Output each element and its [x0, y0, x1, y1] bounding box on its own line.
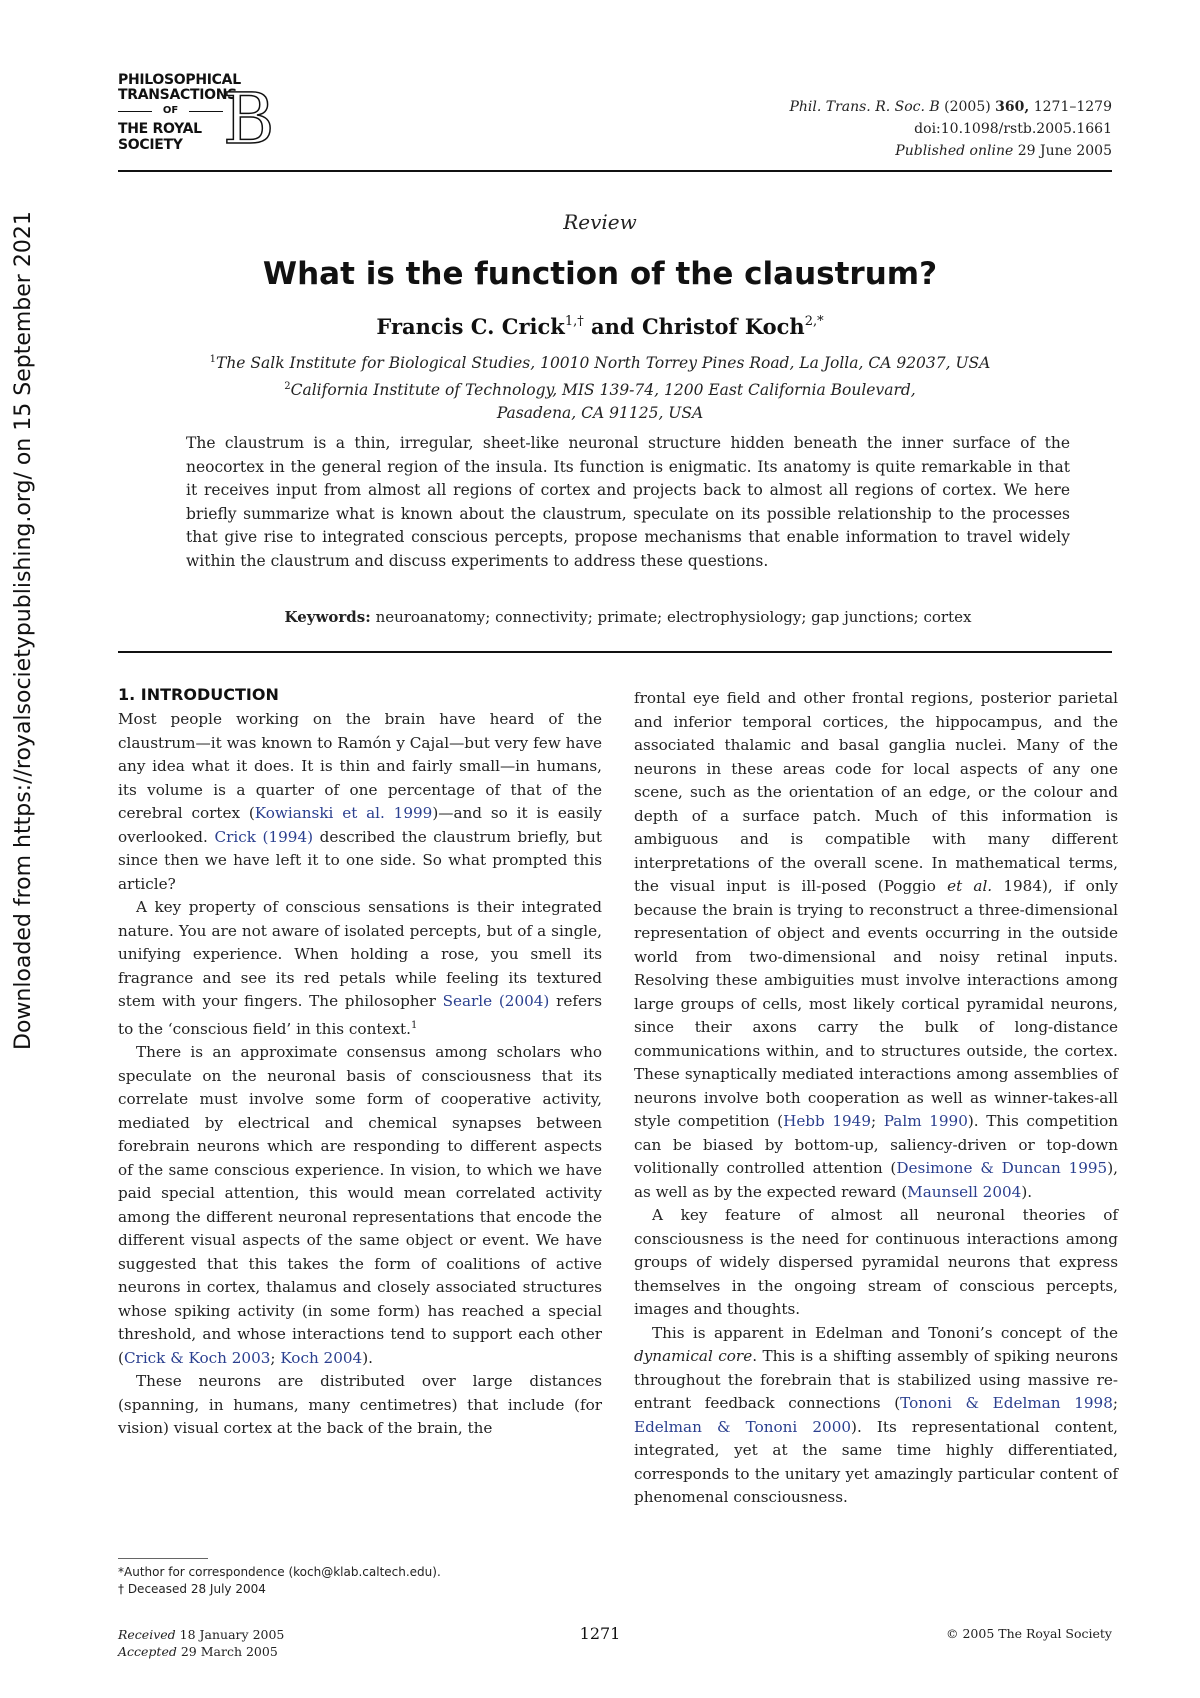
r3-text-c: ). Its representational content, integrated, yet at the same time highly differentiated, corresponds to the unitary yet amazingly particular content of phenomenal consciousness. — [634, 1417, 1118, 1506]
author-1-affiliation: 1,† — [564, 314, 584, 329]
paragraph-1 — [118, 708, 602, 896]
p3-text-b: ). — [362, 1348, 373, 1367]
received-label: Received — [118, 1627, 176, 1642]
logo-line-2: TRANSACTIONS — [118, 87, 237, 103]
r1-etal: et al. — [947, 877, 993, 895]
r3-emphasis: dynamical core — [634, 1347, 753, 1365]
author-1: Francis C. Crick — [376, 314, 565, 339]
journal-logo — [118, 72, 278, 172]
footnotes — [118, 1564, 602, 1598]
r1-text-b: 1984), if only because the brain is trying to reconstruct a three-dimensional representation of object and events occurring in the outside world from two-dimensional and noisy retinal inputs. Resolving these ambiguities must involve interactions among large groups of cells, most likely cortical pyramidal neurons, since their axons carry the bulk of long-distance communications within, and to structures outside, the cortex. These synaptically mediated interactions among assemblies of neurons involve both cooperation as well as winner-takes-all style competition ( — [634, 877, 1118, 1130]
ref-kowianski[interactable]: Kowianski et al. 1999 — [254, 804, 433, 822]
p1-text-c: described the claustrum briefly, but since then we have left it to one side. So what prompted this article? — [118, 827, 602, 893]
citation-line — [789, 96, 1112, 118]
r3-text-a: This is apparent in Edelman and Tononi’s concept of the — [652, 1323, 1118, 1342]
ref-tononi-edelman-1998[interactable]: Tononi & Edelman 1998 — [900, 1394, 1113, 1412]
paragraph-4: These neurons are distributed over large distances (spanning, in humans, many centimetres) that include (for vision) visual cortex at the back of the brain, the — [118, 1372, 602, 1437]
keywords-list: neuroanatomy; connectivity; primate; electrophysiology; gap junctions; cortex — [375, 608, 972, 626]
ref-palm-1990[interactable]: Palm 1990 — [883, 1112, 968, 1130]
keywords-label: Keywords: — [284, 608, 371, 626]
logo-line-1: PHILOSOPHICAL — [118, 72, 241, 88]
affiliation-2-number: 2 — [284, 381, 291, 392]
accepted-date: 29 March 2005 — [180, 1644, 278, 1659]
author-list — [0, 308, 1200, 341]
accepted-label: Accepted — [118, 1644, 177, 1659]
citation-block — [789, 96, 1112, 162]
r1-text-c: ). This competition can be biased by bottom-up, saliency-driven or top-down volitionally controlled attention ( — [634, 1112, 1118, 1177]
footnote-deceased: † Deceased 28 July 2004 — [118, 1582, 266, 1596]
keywords — [186, 608, 1070, 626]
affiliation-2 — [0, 375, 1200, 402]
ref-edelman-tononi-2000[interactable]: Edelman & Tononi 2000 — [634, 1417, 852, 1436]
abstract: The claustrum is a thin, irregular, sheet-like neuronal structure hidden beneath the inner surface of the neocortex in the general region of the insula. Its function is enigmatic. Its anatomy is quite remarkable in that it receives input from almost all regions of cortex and projects back to almost all regions of cortex. We here briefly summarize what is known about the claustrum, speculate on its possible relationship to the processes that give rise to integrated conscious percepts, propose mechanisms that enable information to travel widely within the claustrum and discuss experiments to address these questions. — [186, 434, 1070, 570]
download-notice: Downloaded from https://royalsocietypublishing.org/ on 15 September 2021 — [11, 211, 36, 1050]
r1-text-e: ). — [1021, 1182, 1033, 1201]
r3-sep: ; — [1112, 1394, 1118, 1412]
affiliation-2-line-1: California Institute of Technology, MIS 139-74, 1200 East California Boulevard, — [290, 381, 916, 399]
p1-text-a: Most people working on the brain have heard of the claustrum—it was known to Ramón y Cajal—but very few have any idea what it does. It is thin and fairly small—in humans, its volume is a quarter of one percentage of that of the cerebral cortex ( — [118, 710, 602, 822]
paragraph-6: A key feature of almost all neuronal theories of consciousness is the need for continuous interactions among groups of widely dispersed pyramidal neurons that express themselves in the ongoing stream of conscious percepts, images and thoughts. — [634, 1206, 1118, 1318]
affiliation-2-cont: Pasadena, CA 91125, USA — [496, 404, 704, 422]
ref-searle-2004[interactable]: Searle (2004) — [442, 992, 550, 1010]
p2-text-a: A key property of conscious sensations is their integrated nature. You are not aware of isolated percepts, but of a single, unifying experience. When holding a rose, you smell its fragrance and see its red petals while feeling its textured stem with your fingers. The philosopher — [118, 898, 602, 1010]
author-2-affiliation: 2,* — [804, 314, 824, 329]
section-heading: 1. INTRODUCTION — [118, 685, 279, 704]
paragraph-7 — [634, 1322, 1118, 1510]
paragraph-3 — [118, 1041, 602, 1370]
citation-pages: 1271–1279 — [1033, 99, 1112, 115]
logo-line-4: SOCIETY — [118, 137, 183, 153]
p2-text-b: refers to the ‘conscious field’ in this context. — [118, 992, 602, 1038]
citation-volume: 360, — [995, 99, 1030, 115]
ref-maunsell-2004[interactable]: Maunsell 2004 — [907, 1182, 1022, 1201]
p3-sep: ; — [270, 1348, 281, 1367]
footnote-correspondence: *Author for correspondence (koch@klab.caltech.edu). — [118, 1565, 441, 1579]
published-online — [789, 140, 1112, 162]
p1-text-b: )—and so it is easily overlooked. — [118, 804, 602, 846]
footnote-marker[interactable]: 1 — [410, 1019, 418, 1031]
affiliation-1-text: The Salk Institute for Biological Studies, 10010 North Torrey Pines Road, La Jolla, CA 92037, USA — [215, 354, 991, 372]
footnote-rule — [118, 1558, 208, 1559]
article-type: Review — [563, 210, 637, 234]
accepted-line — [118, 1643, 284, 1660]
ref-koch-2004[interactable]: Koch 2004 — [280, 1348, 363, 1367]
page-number: 1271 — [579, 1624, 621, 1643]
paragraph-5 — [634, 687, 1118, 1204]
citation-journal: Phil. Trans. R. Soc. B — [789, 99, 940, 115]
citation-year: (2005) — [944, 99, 991, 115]
copyright: © 2005 The Royal Society — [945, 1626, 1112, 1641]
r1-text-d: ), as well as by the expected reward ( — [634, 1159, 1118, 1201]
header-rule — [118, 170, 1112, 172]
doi[interactable]: doi:10.1098/rstb.2005.1661 — [914, 121, 1112, 137]
body-column-right — [634, 687, 1118, 1510]
r1-text-a: frontal eye field and other frontal regions, posterior parietal and inferior temporal cortices, the hippocampus, and the associated thalamic and basal ganglia nuclei. Many of the neurons in these areas code for local aspects of any one scene, such as the orientation of an edge, or the colour and depth of a surface patch. Much of this information is ambiguous and is compatible with many different interpretations of the overall scene. In mathematical terms, the visual input is ill-posed (Poggio — [634, 689, 1118, 895]
received-date: 18 January 2005 — [179, 1627, 285, 1642]
logo-letter: B — [223, 78, 275, 160]
published-label: Published online — [895, 143, 1014, 159]
logo-line-3: THE ROYAL — [118, 121, 202, 137]
ref-hebb-1949[interactable]: Hebb 1949 — [783, 1112, 872, 1130]
author-2: Christof Koch — [641, 314, 805, 339]
abstract-rule — [118, 651, 1112, 653]
ref-desimone-duncan-1995[interactable]: Desimone & Duncan 1995 — [896, 1159, 1108, 1177]
affiliations — [0, 348, 1200, 425]
article-title: What is the function of the claustrum? — [262, 256, 938, 292]
r1-sep: ; — [871, 1112, 884, 1130]
logo-of: OF — [118, 104, 223, 118]
r3-text-b: . This is a shifting assembly of spiking neurons throughout the forebrain that is stabilized using massive re-entrant feedback connections ( — [634, 1347, 1118, 1412]
author-conjunction: and — [583, 314, 642, 339]
affiliation-1-number: 1 — [209, 354, 216, 365]
p3-text-a: There is an approximate consensus among scholars who speculate on the neuronal basis of consciousness that its correlate must involve some form of cooperative activity, mediated by electrical and chemical synapses between forebrain neurons which are responding to different aspects of the same conscious experience. In vision, to which we have paid special attention, this would mean correlated activity among the different neuronal representations that encode the different visual aspects of the same object or event. We have suggested that this takes the form of coalitions of active neurons in cortex, thalamus and closely associated structures whose spiking activity (in some form) has reached a special threshold, and whose interactions tend to support each other ( — [118, 1043, 602, 1367]
paragraph-2 — [118, 896, 602, 1041]
ref-crick-koch-2003[interactable]: Crick & Koch 2003 — [123, 1348, 271, 1367]
body-column-left — [118, 684, 602, 1441]
affiliation-1 — [0, 348, 1200, 375]
ref-crick-1994[interactable]: Crick (1994) — [214, 827, 314, 846]
published-date: 29 June 2005 — [1017, 143, 1112, 159]
